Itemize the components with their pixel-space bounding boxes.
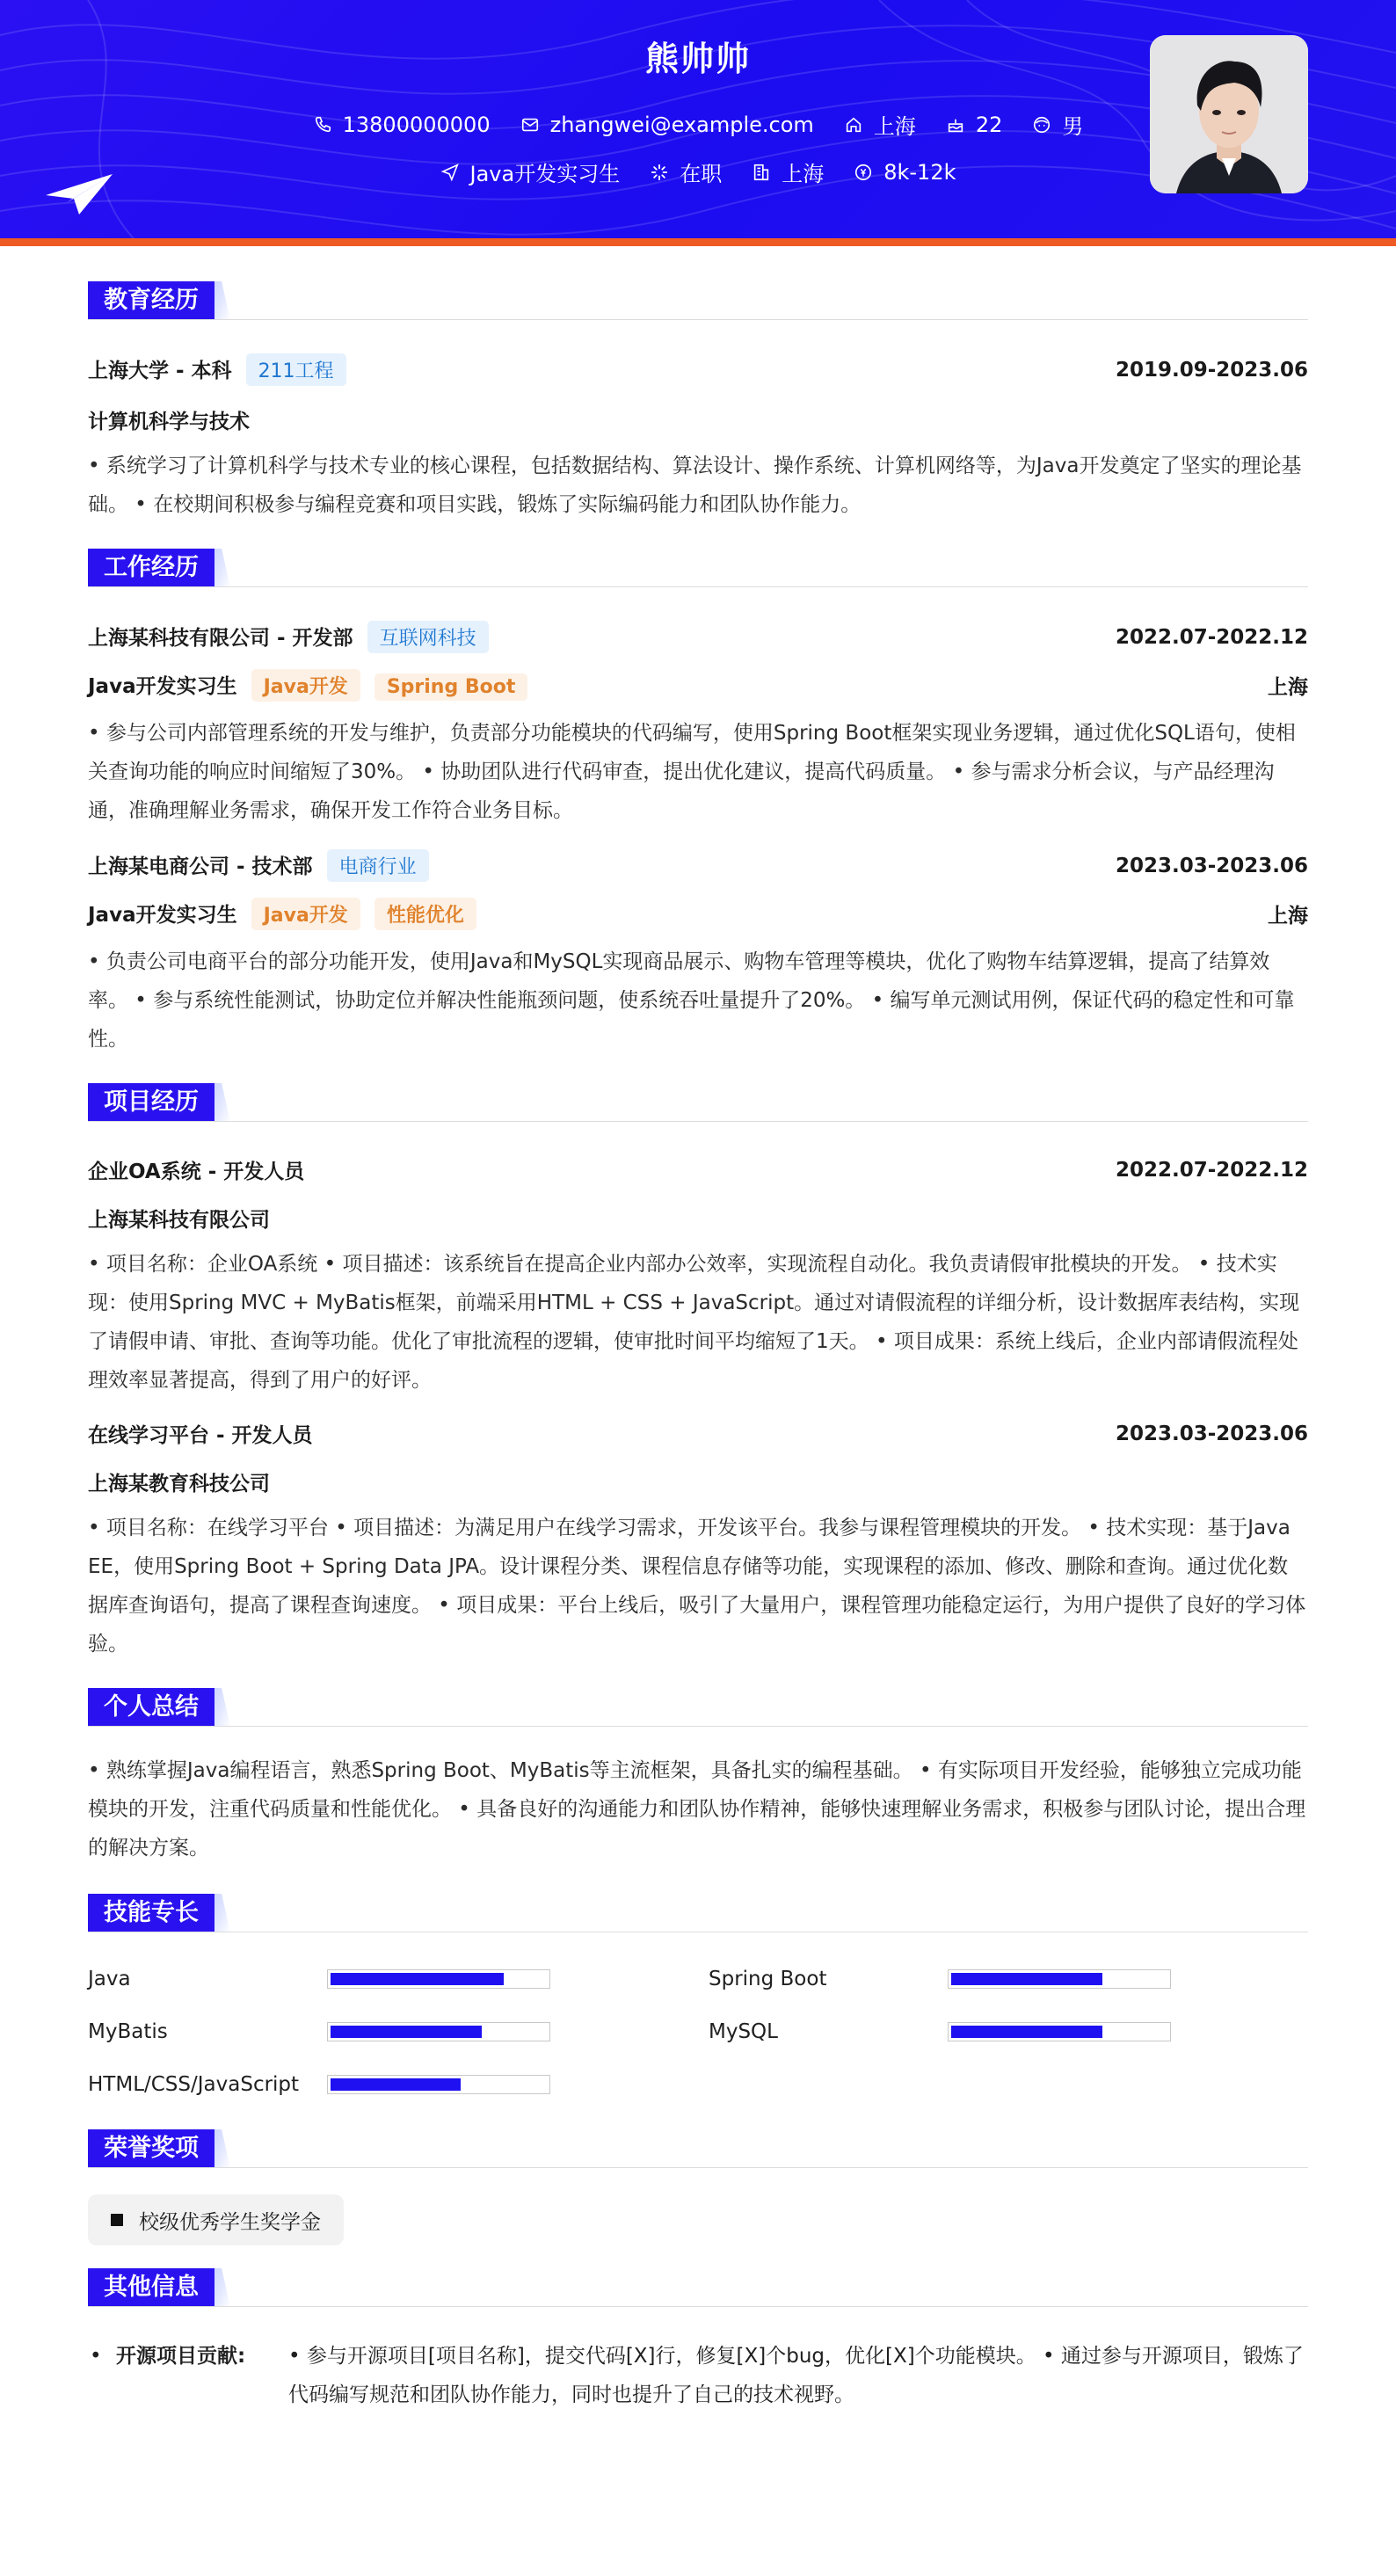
skill-item (88, 2073, 709, 2096)
skill-name: MySQL (709, 2020, 778, 2043)
status-text: 在职 (680, 162, 723, 186)
work-entry (88, 621, 1308, 830)
section-title: 个人总结 (88, 1688, 214, 1727)
skill-item (709, 1968, 1308, 1990)
skill-level-bar (327, 2075, 550, 2094)
section-title: 项目经历 (88, 1083, 214, 1122)
age-item (946, 113, 1003, 137)
salary-text: 8k-12k (883, 159, 956, 185)
phone-icon (313, 115, 332, 135)
section-title: 其他信息 (88, 2268, 214, 2307)
resume-header (0, 0, 1396, 246)
award-item (88, 2194, 344, 2245)
cake-icon (946, 115, 965, 135)
industry-tag: 电商行业 (327, 849, 429, 882)
company-name: 上海某科技有限公司 - 开发部 (88, 627, 353, 650)
section-awards (88, 2129, 1308, 2245)
industry-tag: 互联网科技 (367, 621, 489, 653)
role-name: Java开发实习生 (88, 675, 237, 698)
divider (88, 319, 1308, 320)
other-text: • 参与开源项目[项目名称]，提交代码[X]行，修复[X]个bug，优化[X]个功能模块。 • 通过参与开源项目，锻炼了代码编写规范和团队协作能力，同时也提升了自己的技术视野。 (288, 2345, 1304, 2406)
city-item (844, 109, 916, 140)
skill-tag: Java开发 (251, 898, 360, 930)
project-entry (88, 1419, 1308, 1663)
skill-name: Spring Boot (709, 1968, 827, 1990)
send-icon (440, 163, 460, 182)
target-city-item (752, 156, 824, 187)
section-title: 工作经历 (88, 549, 214, 587)
city-text: 上海 (873, 114, 916, 139)
resume-body (88, 281, 1308, 2414)
skill-level-fill (331, 1973, 504, 1985)
salary-item (854, 160, 956, 185)
project-org: 上海某科技有限公司 (88, 1209, 270, 1232)
skill-name: MyBatis (88, 2020, 168, 2043)
divider (88, 586, 1308, 587)
phone-text: 13800000000 (342, 112, 491, 137)
square-bullet-icon (111, 2214, 123, 2226)
section-work (88, 549, 1308, 1059)
project-title: 企业OA系统 - 开发人员 (88, 1161, 305, 1183)
section-header (88, 281, 1308, 320)
skill-level-fill (951, 1973, 1102, 1985)
work-header-row (88, 849, 1308, 882)
section-header (88, 1894, 1308, 1932)
section-title: 技能专长 (88, 1894, 214, 1932)
mail-icon (520, 115, 540, 135)
skill-item (709, 2020, 1308, 2043)
dot-bullet-icon: • (90, 2345, 102, 2368)
project-title: 在线学习平台 - 开发人员 (88, 1424, 313, 1447)
skills-grid (88, 1968, 1308, 2096)
loading-icon (650, 163, 669, 182)
major-name: 计算机科学与技术 (88, 411, 250, 433)
building-icon (752, 163, 771, 182)
section-other (88, 2268, 1308, 2414)
gender-item (1032, 109, 1083, 140)
age-text: 22 (975, 112, 1003, 137)
skill-level-fill (331, 2026, 482, 2038)
skill-level-bar (327, 1969, 550, 1989)
section-title: 教育经历 (88, 281, 214, 320)
skill-name: HTML/CSS/JavaScript (88, 2073, 300, 2096)
target-city-text: 上海 (782, 162, 825, 186)
section-header (88, 2129, 1308, 2168)
project-date: 2022.07-2022.12 (1115, 1158, 1308, 1182)
job-target-text: Java开发实习生 (469, 162, 621, 186)
project-header-row (88, 1419, 1308, 1448)
work-role-row (88, 898, 1308, 930)
candidate-name: 熊帅帅 (644, 40, 751, 78)
work-header-row (88, 621, 1308, 653)
section-summary (88, 1688, 1308, 1867)
money-icon (854, 163, 873, 182)
work-entry (88, 849, 1308, 1059)
section-education (88, 281, 1308, 524)
section-header (88, 1083, 1308, 1122)
divider (88, 1726, 1308, 1727)
work-desc: • 参与公司内部管理系统的开发与维护，负责部分功能模块的代码编写，使用Spring Boot框架实现业务逻辑，通过优化SQL语句，使相关查询功能的响应时间缩短了30%。 • 协助团队进行代码审查，提出优化建议，提高代码质量。 • 参与需求分析会议，与产品经理沟通，准确理解业务需求，确保开发工作符合业务目标。 (88, 722, 1296, 822)
skill-tag: Spring Boot (374, 673, 528, 701)
project-header-row (88, 1155, 1308, 1184)
work-date: 2023.03-2023.06 (1115, 854, 1308, 877)
section-header (88, 2268, 1308, 2307)
project-desc: • 项目名称：企业OA系统 • 项目描述：该系统旨在提高企业内部办公效率，实现流程自动化。我负责请假审批模块的开发。 • 技术实现：使用Spring MVC + MyBatis框架，前端采用HTML + CSS + JavaScript。通过对请假流程的详细分析，设计数据库表结构，实现了请假申请、审批、查询等功能。优化了审批流程的逻辑，使审批时间平均缩短了1天。 • 项目成果：系统上线后，企业内部请假流程处理效率显著提高，得到了用户的好评。 (88, 1253, 1300, 1392)
divider (88, 1121, 1308, 1122)
school-tag: 211工程 (246, 353, 346, 386)
gender-text: 男 (1062, 114, 1084, 139)
skill-level-fill (951, 2026, 1102, 2038)
summary-text: • 熟练掌握Java编程语言，熟悉Spring Boot、MyBatis等主流框架，具备扎实的编程基础。 • 有实际项目开发经验，能够独立完成功能模块的开发，注重代码质量和性能优化。 • 具备良好的沟通能力和团队协作精神，能够快速理解业务需求，积极参与团队讨论，提出合理的解决方案。 (88, 1759, 1306, 1859)
other-item (88, 2337, 1308, 2414)
paper-plane-icon (44, 172, 114, 218)
divider (88, 2306, 1308, 2307)
status-item (650, 156, 722, 187)
divider (88, 2167, 1308, 2168)
section-title: 荣誉奖项 (88, 2129, 214, 2168)
avatar (1150, 35, 1308, 193)
skill-item (88, 2020, 709, 2043)
job-target-item (440, 156, 621, 187)
phone-item (313, 113, 491, 137)
section-header (88, 549, 1308, 587)
skill-tag: 性能优化 (374, 898, 476, 930)
skill-name: Java (88, 1968, 131, 1990)
role-name: Java开发实习生 (88, 904, 237, 927)
user-face-icon (1032, 115, 1051, 135)
section-projects (88, 1083, 1308, 1663)
skill-level-bar (948, 2022, 1171, 2041)
email-item (520, 113, 814, 137)
skill-level-fill (331, 2078, 461, 2091)
section-header (88, 1688, 1308, 1727)
project-org: 上海某教育科技公司 (88, 1473, 270, 1495)
home-icon (844, 115, 863, 135)
school-name: 上海大学 - 本科 (88, 360, 232, 382)
profile-photo (1150, 35, 1308, 193)
work-role-row (88, 669, 1308, 702)
company-name: 上海某电商公司 - 技术部 (88, 855, 313, 878)
project-entry (88, 1155, 1308, 1400)
skill-level-bar (948, 1969, 1171, 1989)
work-date: 2022.07-2022.12 (1115, 625, 1308, 649)
project-date: 2023.03-2023.06 (1115, 1422, 1308, 1445)
work-city: 上海 (1268, 905, 1308, 928)
project-desc: • 项目名称：在线学习平台 • 项目描述：为满足用户在线学习需求，开发该平台。我参与课程管理模块的开发。 • 技术实现：基于Java EE，使用Spring Boot + Spring Data JPA。设计课程分类、课程信息存储等功能，实现课程的添加、修改、删除和查询。通过优化数据库查询语句，提高了课程查询速度。 • 项目成果：平台上线后，吸引了大量用户，课程管理功能稳定运行，为用户提供了良好的学习体验。 (88, 1517, 1306, 1655)
other-label: 开源项目贡献: (116, 2345, 246, 2368)
education-header-row (88, 353, 1308, 386)
skill-tag: Java开发 (251, 669, 360, 702)
education-desc: • 系统学习了计算机科学与技术专业的核心课程，包括数据结构、算法设计、操作系统、计算机网络等，为Java开发奠定了坚实的理论基础。 • 在校期间积极参与编程竞赛和项目实践，锻炼了实际编码能力和团队协作能力。 (88, 455, 1302, 516)
award-text: 校级优秀学生奖学金 (139, 2210, 321, 2234)
work-desc: • 负责公司电商平台的部分功能开发，使用Java和MySQL实现商品展示、购物车管理等模块，优化了购物车结算逻辑，提高了结算效率。 • 参与系统性能测试，协助定位并解决性能瓶颈问题，使系统吞吐量提升了20%。 • 编写单元测试用例，保证代码的稳定性和可靠性。 (88, 950, 1295, 1051)
work-city: 上海 (1268, 676, 1308, 699)
email-text: zhangwei@example.com (549, 112, 814, 137)
skill-level-bar (327, 2022, 550, 2041)
section-skills (88, 1894, 1308, 2096)
skill-item (88, 1968, 709, 1990)
education-date: 2019.09-2023.06 (1115, 358, 1308, 382)
